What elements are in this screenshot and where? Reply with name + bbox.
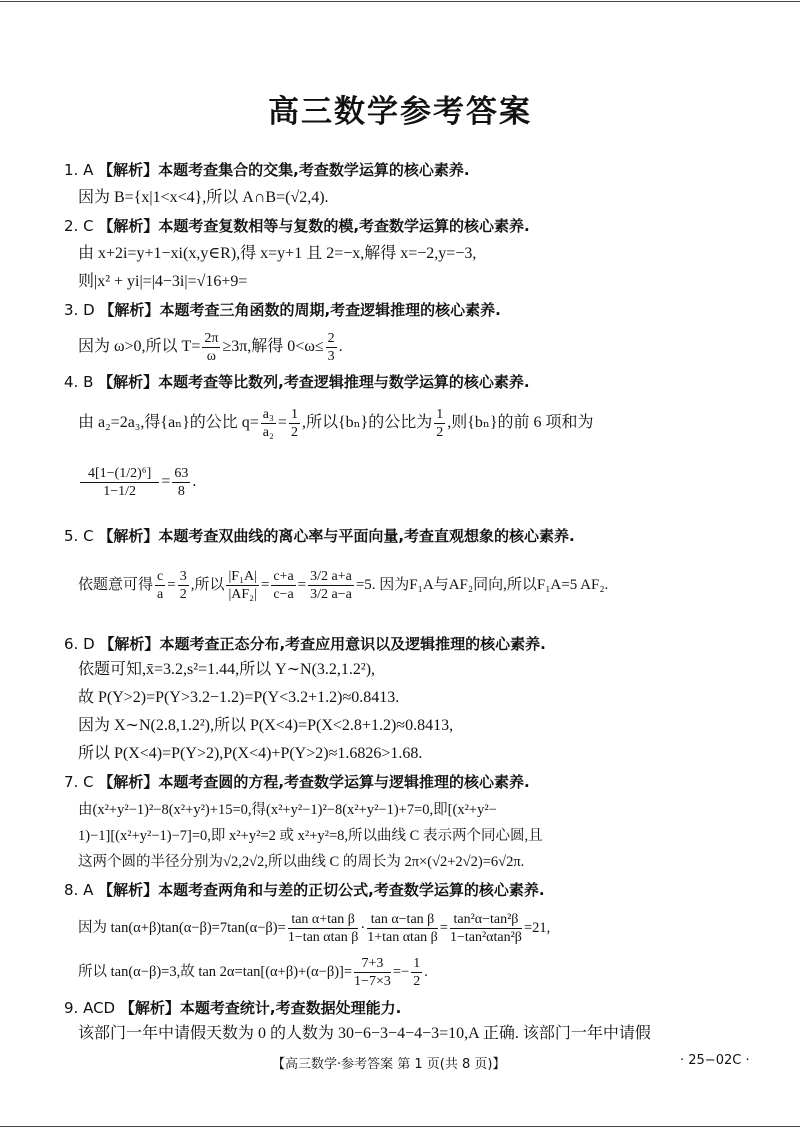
q4-frac3-den: 2 bbox=[436, 425, 444, 440]
q4-eq: = bbox=[161, 473, 171, 490]
q4-text-a: 由 a₂=2a₃,得{aₙ}的公比 q= bbox=[78, 414, 259, 432]
q9-stem: 本题考查统计,考查数据处理能力. bbox=[179, 999, 402, 1017]
q7-line3: 这两个圆的半径分别为√2,2√2,所以曲线 C 的周长为 2π×(√2+2√2)=6√2π. bbox=[78, 854, 525, 870]
q4-sum-frac bbox=[80, 465, 159, 500]
q4-sum-num: 4[1−(1/2)⁶] bbox=[80, 465, 159, 483]
q7-line1: 由(x²+y²−1)²−8(x²+y²)+15=0,得(x²+y²−1)²−8(x²+y²−1)+7=0,即[(x²+y²− bbox=[78, 802, 497, 818]
q4-frac-bratio bbox=[434, 406, 445, 441]
q6-tag: 【解析】 bbox=[99, 635, 160, 653]
q4-text-c: ,所以{bₙ}的公比为 bbox=[301, 414, 433, 432]
q8-frac3-den: 1−tan²αtan²β bbox=[449, 930, 522, 946]
q5-frac3-num: |F₁A| bbox=[228, 569, 257, 585]
q8-frac5-den: 2 bbox=[413, 974, 421, 990]
q8-answer: 8. A bbox=[64, 881, 94, 899]
q4-frac-q bbox=[261, 406, 276, 441]
q8-frac3-num: tan²α−tan²β bbox=[450, 911, 522, 929]
q8-frac2-den: 1+tan αtan β bbox=[367, 930, 438, 946]
q3-frac-den: ω bbox=[206, 349, 216, 364]
q8-frac-tan2a bbox=[354, 955, 391, 990]
q4-frac3-num: 1 bbox=[436, 407, 444, 422]
q8-text-c: = bbox=[439, 920, 448, 936]
q7-answer: 7. C bbox=[64, 773, 94, 791]
q5-heading bbox=[64, 526, 730, 546]
q9-tag: 【解析】 bbox=[119, 999, 180, 1017]
q1-heading bbox=[64, 160, 730, 180]
q8-text-d: =21, bbox=[523, 920, 551, 936]
q6-line4: 所以 P(X<4)=P(Y>2),P(X<4)+P(Y>2)≈1.6826>1.68. bbox=[78, 745, 423, 762]
q2-line2: 则|x² + yi|=|4−3i|=√16+9= bbox=[78, 273, 248, 290]
q3-heading bbox=[64, 300, 730, 320]
q6-line1: 依题可知,x̄=3.2,s²=1.44,所以 Y∼N(3.2,1.2²), bbox=[78, 661, 376, 678]
q6-answer: 6. D bbox=[64, 635, 95, 653]
q5-text-d: = bbox=[260, 577, 270, 593]
q5-frac-32 bbox=[178, 568, 189, 603]
q4-frac2-den: 2 bbox=[290, 425, 298, 440]
q3-stem: 本题考查三角函数的周期,考查逻辑推理的核心素养. bbox=[159, 301, 501, 319]
q8-frac1-den: 1−tan αtan β bbox=[287, 930, 359, 946]
q5-text-b: = bbox=[167, 577, 176, 593]
q8-frac4-den: 1−7×3 bbox=[354, 974, 391, 990]
q5-frac4-den: c−a bbox=[273, 587, 294, 603]
q8-text-f: =− bbox=[392, 964, 410, 980]
q4-text-d: ,则{bₙ}的前 6 项和为 bbox=[447, 414, 594, 432]
q8-heading bbox=[64, 880, 730, 900]
top-edge bbox=[0, 1, 800, 2]
q3-tag: 【解析】 bbox=[99, 301, 160, 319]
q9-heading bbox=[64, 998, 730, 1018]
q4-line1 bbox=[78, 406, 730, 441]
q4-text-b: = bbox=[277, 414, 287, 432]
q3-text-c: . bbox=[338, 338, 343, 356]
q8-frac-half bbox=[411, 955, 422, 990]
q2-answer: 2. C bbox=[64, 217, 94, 235]
q9-line1: 该部门一年中请假天数为 0 的人数为 30−6−3−4−4−3=10,A 正确. 该部门一年中请假 bbox=[78, 1025, 651, 1042]
q4-answer: 4. B bbox=[64, 373, 94, 391]
q4-end: . bbox=[192, 473, 197, 490]
q6-heading bbox=[64, 634, 730, 654]
q5-text-e: = bbox=[297, 577, 307, 593]
q6-line2: 故 P(Y>2)=P(Y>3.2−1.2)=P(Y<3.2+1.2)≈0.8413. bbox=[78, 689, 400, 706]
q2-line1: 由 x+2i=y+1−xi(x,y∈R),得 x=y+1 且 2=−x,解得 x=−2,y=−3, bbox=[78, 245, 477, 262]
q8-text-a: 因为 tan(α+β)tan(α−β)=7tan(α−β)= bbox=[78, 920, 286, 936]
q4-frac2-num: 1 bbox=[290, 407, 298, 422]
q3-frac-num: 2π bbox=[204, 331, 219, 346]
q8-stem: 本题考查两角和与差的正切公式,考查数学运算的核心素养. bbox=[158, 881, 545, 899]
q8-frac-diff bbox=[367, 911, 438, 946]
q5-line1 bbox=[78, 560, 730, 610]
q3-answer: 3. D bbox=[64, 301, 95, 319]
q9-answer: 9. ACD bbox=[64, 999, 116, 1017]
q5-frac3-den: |AF₂| bbox=[228, 587, 257, 603]
q8-tag: 【解析】 bbox=[98, 881, 159, 899]
q8-frac-sum bbox=[288, 911, 359, 946]
q2-stem: 本题考查复数相等与复数的模,考查数学运算的核心素养. bbox=[158, 217, 530, 235]
q4-result-num: 63 bbox=[174, 465, 189, 481]
q8-text-e: 所以 tan(α−β)=3,故 tan 2α=tan[(α+β)+(α−β)]= bbox=[78, 964, 353, 980]
q7-line2: 1)−1][(x²+y²−1)−7]=0,即 x²+y²=2 或 x²+y²=8,所以曲线 C 表示两个同心圆,且 bbox=[78, 828, 543, 844]
q7-heading bbox=[64, 772, 730, 792]
q4-tag: 【解析】 bbox=[98, 373, 159, 391]
q5-frac-vec bbox=[226, 568, 258, 603]
q5-answer: 5. C bbox=[64, 527, 94, 545]
q5-text-c: ,所以 bbox=[190, 577, 225, 593]
q4-frac1-num: a₃ bbox=[262, 407, 274, 422]
q5-frac-ca bbox=[271, 568, 295, 603]
page-code: · 25−02C · bbox=[680, 1053, 750, 1068]
q5-text-f: =5. 因为F₁A与AF₂同向,所以F₁A=5 AF₂. bbox=[355, 577, 609, 593]
page-title: 高三数学参考答案 bbox=[268, 94, 532, 130]
q4-heading bbox=[64, 372, 730, 392]
q5-frac5-num: 3/2 a+a bbox=[310, 569, 352, 585]
q8-text-g: . bbox=[424, 964, 428, 980]
q8-line1 bbox=[78, 910, 730, 946]
q8-text-b: · bbox=[360, 920, 366, 936]
q5-frac-e bbox=[155, 568, 165, 603]
q1-line1: 因为 B={x|1<x<4},所以 A∩B=(√2,4). bbox=[78, 189, 329, 206]
q5-frac2-num: 3 bbox=[179, 569, 187, 585]
q3-line1 bbox=[78, 330, 730, 365]
q4-frac1-den: a₂ bbox=[262, 425, 274, 440]
q7-tag: 【解析】 bbox=[98, 773, 159, 791]
q3-frac-period bbox=[202, 330, 220, 365]
q8-line2 bbox=[78, 954, 730, 990]
q5-frac-sub bbox=[308, 568, 354, 603]
q8-frac2-num: tan α−tan β bbox=[367, 911, 438, 929]
q3-text-b: ≥3π,解得 0<ω≤ bbox=[222, 338, 324, 356]
q5-stem: 本题考查双曲线的离心率与平面向量,考查直观想象的核心素养. bbox=[158, 527, 575, 545]
q5-frac2-den: 2 bbox=[179, 587, 187, 603]
bottom-edge bbox=[0, 1126, 800, 1127]
q4-result-den: 8 bbox=[177, 483, 185, 499]
q8-frac4-num: 7+3 bbox=[354, 955, 391, 973]
q5-tag: 【解析】 bbox=[98, 527, 159, 545]
q3-frac2-den: 3 bbox=[327, 349, 335, 364]
q5-text-a: 依题意可得 bbox=[78, 577, 154, 593]
q2-tag: 【解析】 bbox=[98, 217, 159, 235]
q6-line3: 因为 X∼N(2.8,1.2²),所以 P(X<4)=P(X<2.8+1.2)≈0.8413, bbox=[78, 717, 454, 734]
q1-answer: 1. A bbox=[64, 161, 94, 179]
q4-stem: 本题考查等比数列,考查逻辑推理与数学运算的核心素养. bbox=[158, 373, 530, 391]
q3-frac-bound bbox=[326, 330, 337, 365]
q5-frac1-den: a bbox=[157, 587, 164, 603]
q3-text-a: 因为 ω>0,所以 T= bbox=[78, 338, 201, 356]
q3-frac2-num: 2 bbox=[327, 331, 335, 346]
q8-frac5-num: 1 bbox=[413, 956, 421, 972]
q2-heading bbox=[64, 216, 730, 236]
q5-frac5-den: 3/2 a−a bbox=[310, 587, 352, 603]
q4-result-frac bbox=[172, 465, 190, 500]
q6-stem: 本题考查正态分布,考查应用意识以及逻辑推理的核心素养. bbox=[159, 635, 546, 653]
q1-stem: 本题考查集合的交集,考查数学运算的核心素养. bbox=[158, 161, 470, 179]
q8-frac1-num: tan α+tan β bbox=[288, 911, 359, 929]
q5-frac4-num: c+a bbox=[273, 569, 294, 585]
page-footer: 【高三数学·参考答案 第 1 页(共 8 页)】 bbox=[272, 1057, 506, 1072]
q1-tag: 【解析】 bbox=[98, 161, 159, 179]
q4-line2 bbox=[78, 452, 730, 512]
q8-frac-sq bbox=[450, 911, 522, 946]
q4-frac-half bbox=[289, 406, 300, 441]
q7-stem: 本题考查圆的方程,考查数学运算与逻辑推理的核心素养. bbox=[158, 773, 530, 791]
q4-sum-den: 1−1/2 bbox=[103, 483, 137, 499]
q5-frac1-num: c bbox=[157, 569, 164, 585]
